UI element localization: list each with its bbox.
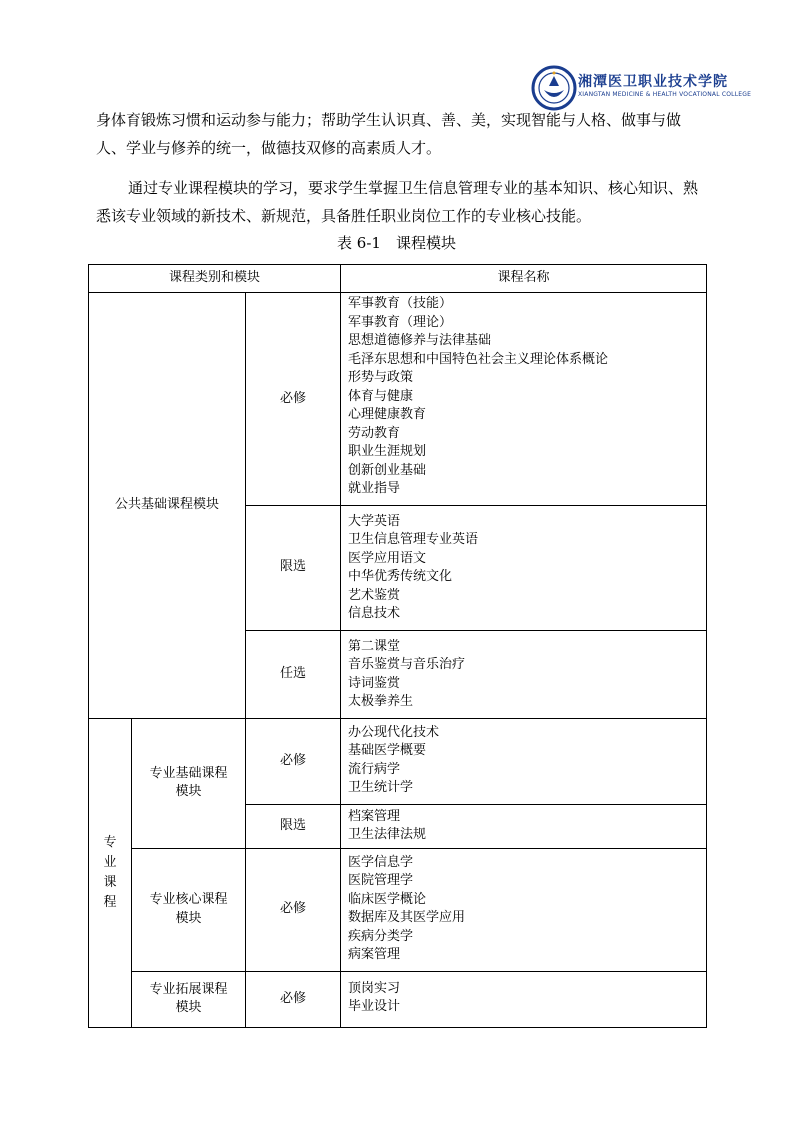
extension-required-list — [341, 971, 707, 1027]
list-item: 临床医学概论 — [348, 891, 427, 907]
list-item: 艺术鉴赏 — [348, 587, 401, 603]
core-required-label: 必修 — [246, 848, 341, 971]
vertical-char: 课 — [103, 874, 117, 890]
foundation-required-label: 必修 — [246, 718, 341, 804]
list-item: 流行病学 — [348, 761, 401, 777]
list-item: 卫生法律法规 — [348, 827, 427, 842]
list-item: 疾病分类学 — [348, 928, 414, 944]
college-emblem-icon — [530, 64, 578, 112]
list-item: 形势与政策 — [348, 370, 414, 385]
table-row — [89, 848, 707, 971]
list-item: 第二课堂 — [348, 638, 401, 654]
list-item: 诗词鉴赏 — [348, 675, 401, 691]
module-line: 专业基础课程 — [149, 765, 228, 781]
table-header-row — [89, 265, 707, 293]
paragraph-2: 通过专业课程模块的学习，要求学生掌握卫生信息管理专业的基本知识、核心知识、熟悉该专业领域的新技术、新规范，具备胜任职业岗位工作的专业核心技能。 — [96, 179, 699, 225]
table-row — [89, 718, 707, 804]
vertical-char: 专 — [103, 834, 117, 850]
core-required-list — [341, 848, 707, 971]
list-item: 医学信息学 — [348, 854, 414, 870]
module-line: 专业核心课程 — [149, 892, 228, 907]
extension-required-label: 必修 — [246, 971, 341, 1027]
table-row — [89, 293, 707, 506]
logo-name-en: XIANGTAN MEDICINE & HEALTH VOCATIONAL COLLEGE — [578, 91, 752, 98]
list-item: 太极拳养生 — [348, 694, 414, 709]
list-item: 职业生涯规划 — [348, 444, 427, 459]
paragraph-1: 身体育锻炼习惯和运动参与能力；帮助学生认识真、善、美，实现智能与人格、做事与做人、学业与修养的统一，做德技双修的高素质人才。 — [96, 111, 682, 157]
module-line: 专业拓展课程 — [149, 981, 228, 997]
list-item: 办公现代化技术 — [348, 724, 440, 740]
public-required-list — [341, 293, 707, 506]
extension-module-label — [132, 971, 246, 1027]
list-item: 数据库及其医学应用 — [348, 910, 466, 925]
list-item: 创新创业基础 — [348, 462, 427, 478]
public-required-label: 必修 — [246, 293, 341, 506]
foundation-required-list — [341, 718, 707, 804]
list-item: 体育与健康 — [348, 388, 414, 404]
list-item: 医学应用语文 — [348, 550, 427, 566]
header-category: 课程类别和模块 — [89, 265, 341, 293]
logo-name-cn: 湘潭医卫职业技术学院 — [578, 74, 728, 90]
course-module-table — [88, 264, 707, 1028]
list-item: 档案管理 — [348, 808, 401, 824]
table-row — [89, 971, 707, 1027]
public-optional-list — [341, 630, 707, 718]
list-item: 军事教育（技能） — [348, 296, 453, 311]
table-caption: 表 6-1 课程模块 — [337, 234, 456, 252]
module-line: 模块 — [175, 1000, 202, 1015]
list-item: 基础医学概要 — [348, 743, 427, 758]
list-item: 顶岗实习 — [348, 980, 401, 996]
vertical-char: 程 — [103, 894, 117, 910]
list-item: 劳动教育 — [348, 425, 401, 441]
core-module-label — [132, 848, 246, 971]
list-item: 医院管理学 — [348, 873, 414, 888]
list-item: 军事教育（理论） — [348, 314, 453, 330]
list-item: 大学英语 — [348, 513, 401, 529]
list-item: 就业指导 — [348, 481, 401, 496]
list-item: 中华优秀传统文化 — [348, 569, 453, 584]
vertical-char: 业 — [103, 854, 117, 870]
public-limited-list — [341, 505, 707, 630]
public-optional-label: 任选 — [246, 630, 341, 718]
module-line: 模块 — [175, 784, 202, 799]
list-item: 病案管理 — [348, 947, 401, 962]
list-item: 卫生统计学 — [348, 780, 414, 795]
list-item: 毛泽东思想和中国特色社会主义理论体系概论 — [348, 351, 609, 367]
list-item: 毕业设计 — [348, 999, 401, 1014]
list-item: 卫生信息管理专业英语 — [348, 532, 479, 547]
foundation-module-label — [132, 718, 246, 848]
foundation-limited-label: 限选 — [246, 804, 341, 848]
foundation-limited-list — [341, 804, 707, 848]
professional-course-label — [89, 718, 132, 1027]
list-item: 思想道德修养与法律基础 — [348, 333, 492, 348]
header-course-name: 课程名称 — [341, 265, 707, 293]
module-line: 模块 — [175, 910, 202, 926]
public-limited-label: 限选 — [246, 505, 341, 630]
list-item: 信息技术 — [348, 606, 401, 621]
list-item: 心理健康教育 — [348, 407, 427, 422]
public-module-label: 公共基础课程模块 — [89, 293, 246, 719]
list-item: 音乐鉴赏与音乐治疗 — [348, 657, 466, 672]
